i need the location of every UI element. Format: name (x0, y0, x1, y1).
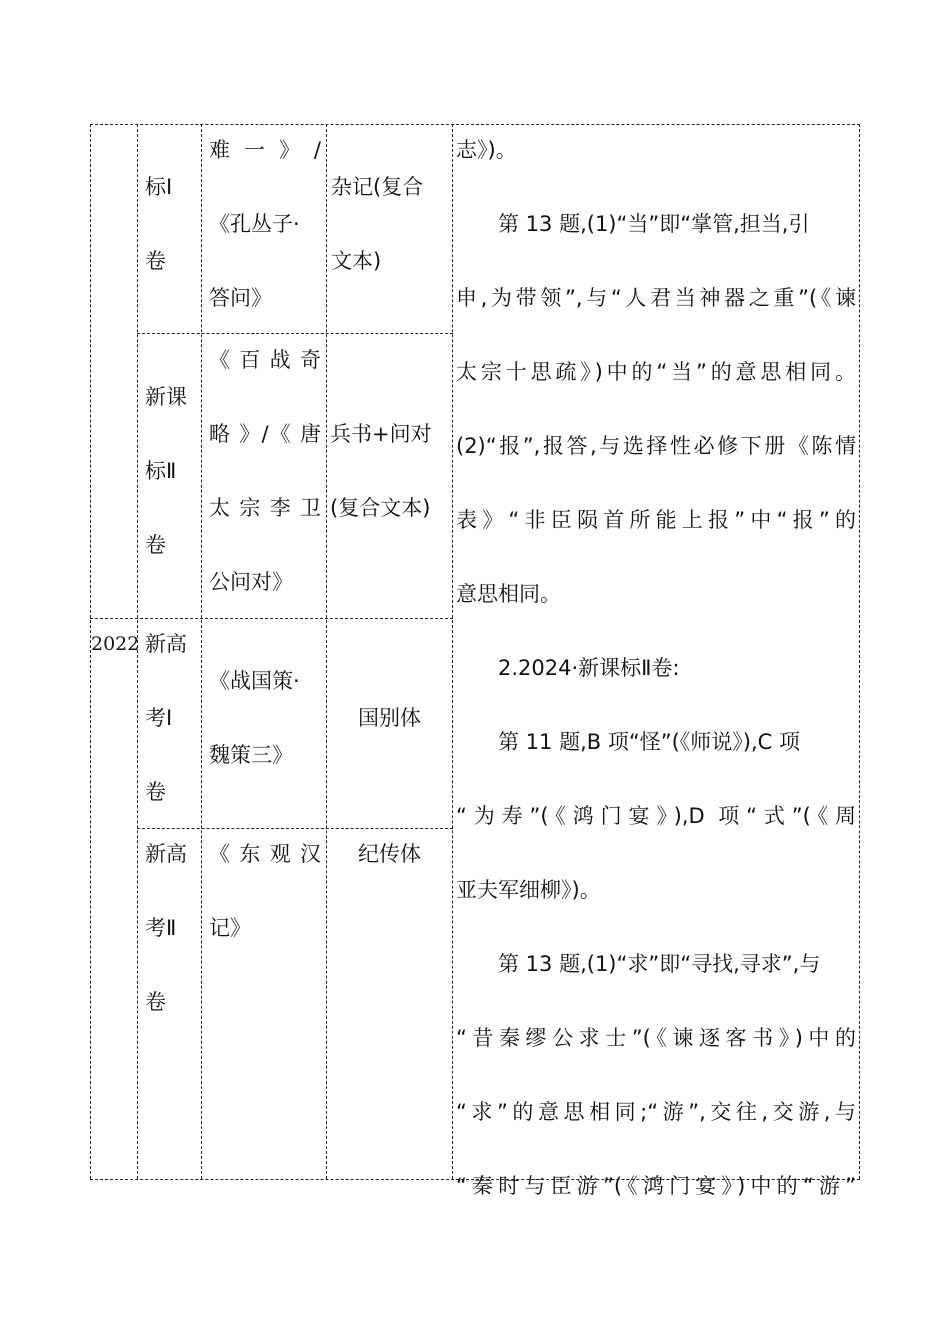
note-line: 志》)。 (456, 138, 517, 162)
genre-line: 纪传体 (358, 842, 421, 866)
note-line: 第 13 题,(1)“求”即“寻找,寻求”,与 (498, 952, 821, 976)
note-line: “昔秦缪公求士”(《谏逐客书》)中的 (456, 1026, 856, 1050)
note-line: 第 11 题,B 项“怪”(《师说》),C 项 (498, 730, 800, 754)
exam-cell (145, 360, 199, 582)
source-cell (209, 817, 321, 965)
column-divider (201, 124, 202, 1179)
exam-line: 新高 (145, 842, 187, 866)
source-line: 《战国策· (209, 669, 300, 693)
genre-line: 兵书+问对 (330, 422, 432, 446)
genre-line: 文本) (331, 249, 382, 273)
exam-line: 卷 (145, 249, 166, 273)
exam-line: 卷 (145, 533, 166, 557)
note-line: (2)“报”,报答,与选择性必修下册《陈情 (456, 434, 856, 458)
note-line: “求”的意思相同;“游”,交往,交游,与 (456, 1100, 856, 1124)
genre-line: 杂记(复合 (331, 175, 424, 199)
source-line: 太 宗 李 卫 (209, 496, 321, 520)
note-line: “秦时与臣游”(《鸿门宴》)中的“游” (456, 1174, 856, 1198)
source-line: 魏策三》 (209, 743, 293, 767)
exam-line: 新课 (145, 385, 187, 409)
note-line: “为寿”(《鸿门宴》),D 项“式”(《周 (456, 804, 856, 828)
column-divider (326, 124, 327, 1179)
note-line: 第 13 题,(1)“当”即“掌管,担当,引 (498, 212, 810, 236)
exam-line: 考Ⅱ (145, 916, 177, 940)
exam-cell (145, 817, 199, 1039)
source-line: 难 一 》 / (209, 138, 321, 162)
note-line: 表》“非臣陨首所能上报”中“报”的 (456, 508, 856, 532)
exam-line: 标Ⅰ (145, 175, 173, 199)
note-line: 意思相同。 (456, 582, 561, 606)
source-line: 略 》/《 唐 (209, 422, 321, 446)
source-cell (209, 113, 321, 335)
genre-cell (327, 681, 452, 755)
exam-line: 卷 (145, 990, 166, 1014)
column-divider (452, 124, 453, 1179)
genre-line: (复合文本) (330, 496, 431, 520)
note-line: 太宗十思疏》)中的“当”的意思相同。 (456, 360, 856, 384)
genre-cell (331, 150, 451, 298)
genre-cell (330, 397, 452, 545)
note-line: 2.2024·新课标Ⅱ卷: (498, 656, 680, 680)
source-cell (209, 644, 321, 792)
source-line: 记》 (209, 916, 251, 940)
source-line: 《孔丛子· (209, 212, 300, 236)
exam-line: 考Ⅰ (145, 706, 173, 730)
year-label: 2022 (91, 633, 140, 655)
exam-cell (145, 607, 199, 829)
year-cell (91, 607, 140, 681)
source-line: 《 东 观 汉 (209, 842, 321, 866)
notes-cell (456, 113, 856, 1223)
note-line: 亚夫军细柳》)。 (456, 878, 601, 902)
genre-line: 国别体 (358, 706, 421, 730)
source-cell (209, 323, 321, 619)
exam-cell (145, 150, 199, 298)
note-line: 申,为带领”,与“人君当神器之重”(《谏 (456, 286, 856, 310)
source-line: 公问对》 (209, 570, 293, 594)
exam-line: 标Ⅱ (145, 459, 177, 483)
source-line: 答问》 (209, 286, 272, 310)
table-right-border (859, 124, 860, 1179)
exam-line: 新高 (145, 632, 187, 656)
genre-cell (327, 817, 452, 891)
source-line: 《 百 战 奇 (209, 348, 321, 372)
exam-line: 卷 (145, 780, 166, 804)
